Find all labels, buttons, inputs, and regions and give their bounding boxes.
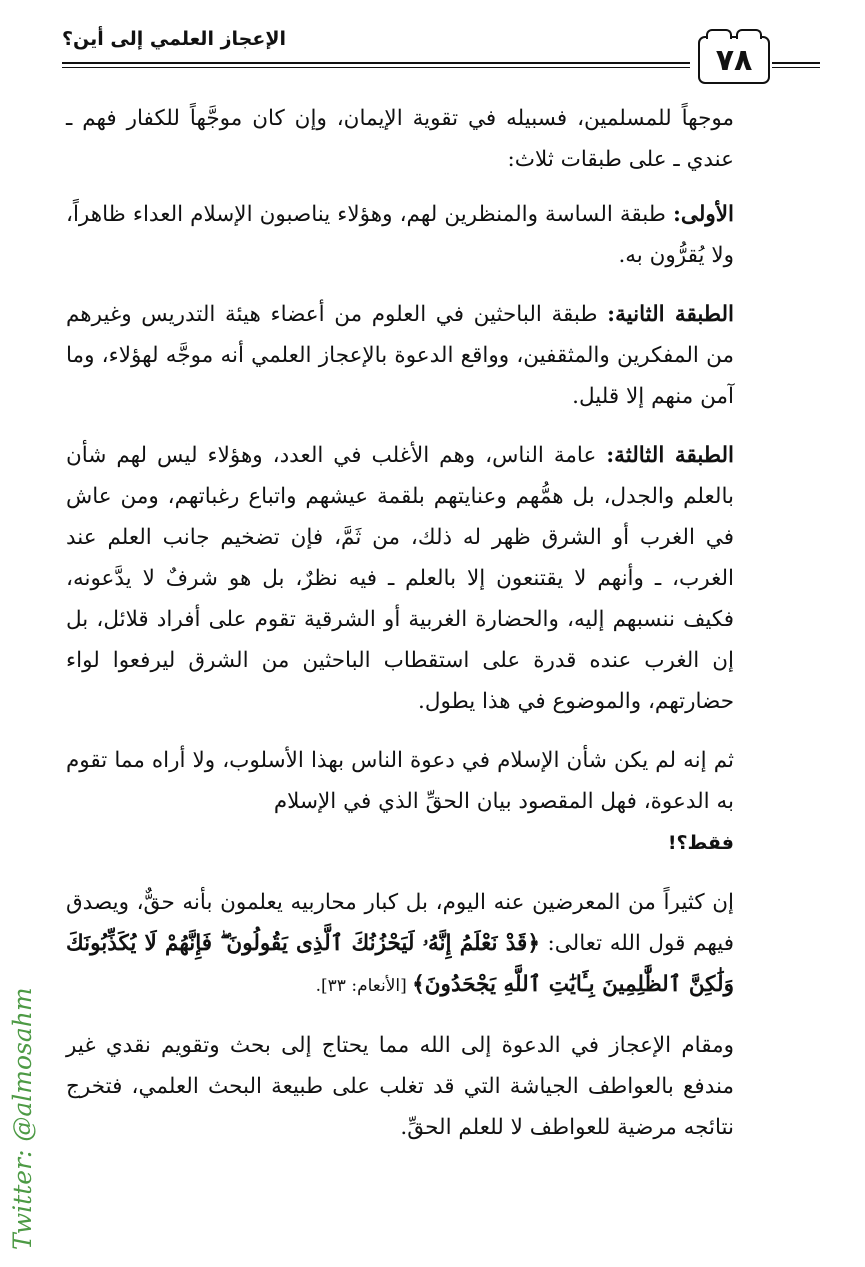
paragraph-lead: الطبقة الثالثة: [606,443,734,468]
watermark: Twitter: @almosahm [8,987,37,1250]
paragraph-6 [66,882,734,1007]
paragraph-7: ومقام الإعجاز في الدعوة إلى الله مما يحتاج إلى بحث وتقويم نقدي غير مندفع بالعواطف الجياشة التي قد تغلب على طبيعة البحث العلمي، فتخرج نتائجه مرضية للعواطف لا للعلم الحقِّ. [66,1033,734,1140]
paragraph-5 [66,740,734,864]
paragraph-lead: الطبقة الثانية: [607,302,734,327]
paragraph-end: فقط؟! [667,832,734,854]
paragraph-lead: الأولى: [672,202,734,227]
body-text [66,98,734,1166]
paragraph-text: ثم إنه لم يكن شأن الإسلام في دعوة الناس بهذا الأسلوب، ولا أراه مما تقوم به الدعوة، فهل المقصود بيان الحقِّ الذي في الإسلام [66,748,734,814]
paragraph-2 [66,194,734,276]
verse-reference: [الأنعام: ٣٣]. [315,976,413,996]
page-header [30,22,835,82]
paragraph-4 [66,435,734,722]
running-title: الإعجاز العلمي إلى أين؟ [62,28,286,50]
header-rule-right-thin [772,67,820,68]
header-rule-right [772,62,820,64]
paragraph-text: إن كثيراً من المعرضين عنه اليوم، بل كبار محاربيه يعلمون بأنه حقٌّ، ويصدق فيهم قول الله تعالى: [66,890,735,956]
quran-verse: ﴿قَدْ نَعْلَمُ إِنَّهُۥ لَيَحْزُنُكَ ٱلَّذِى يَقُولُونَ ۖ فَإِنَّهُمْ لَا يُكَذِّبُونَكَ وَلَٰكِنَّ ٱلظَّٰلِمِينَ بِـَٔايَٰتِ ٱللَّهِ يَجْحَدُونَ﴾ [66,931,734,997]
header-rule [62,62,690,64]
paragraph-1: موجهاً للمسلمين، فسبيله في تقوية الإيمان، وإن كان موجَّهاً للكفار فهم ـ عندي ـ على طبقات ثلاث: [66,106,734,172]
paragraph-text: طبقة الساسة والمنظرين لهم، وهؤلاء يناصبون الإسلام العداء ظاهراً، ولا يُقرُّون به. [66,202,734,268]
header-rule-thin [62,67,690,68]
paragraph-3 [66,294,734,417]
page-number: ٧٨ [698,36,770,84]
paragraph-text: طبقة الباحثين في العلوم من أعضاء هيئة التدريس وغيرهم من المفكرين والمثقفين، وواقع الدعوة بالإعجاز العلمي أنه موجَّه لهؤلاء، وما آمن منهم إلا قليل. [66,302,734,409]
paragraph-text: عامة الناس، وهم الأغلب في العدد، وهؤلاء ليس لهم شأن بالعلم والجدل، بل همُّهم وعنايتهم بلقمة عيشهم واتباع رغباتهم، ومن عاش في الغرب أو الشرق ظهر له ذلك، من ثَمَّ، فإن تضخيم جانب العلم عند الغرب، ـ وأنهم لا يقتنعون إلا بالعلم ـ فيه نظرٌ، بل هو شرفٌ لا يدَّعونه، فكيف ننسبهم إليه، والحضارة الغربية أو الشرقية تقوم على أفراد قلائل، بل إن الغرب عنده قدرة على استقطاب الباحثين من الشرق ليرفعوا لواء حضارتهم، والموضوع في هذا يطول. [66,443,734,714]
